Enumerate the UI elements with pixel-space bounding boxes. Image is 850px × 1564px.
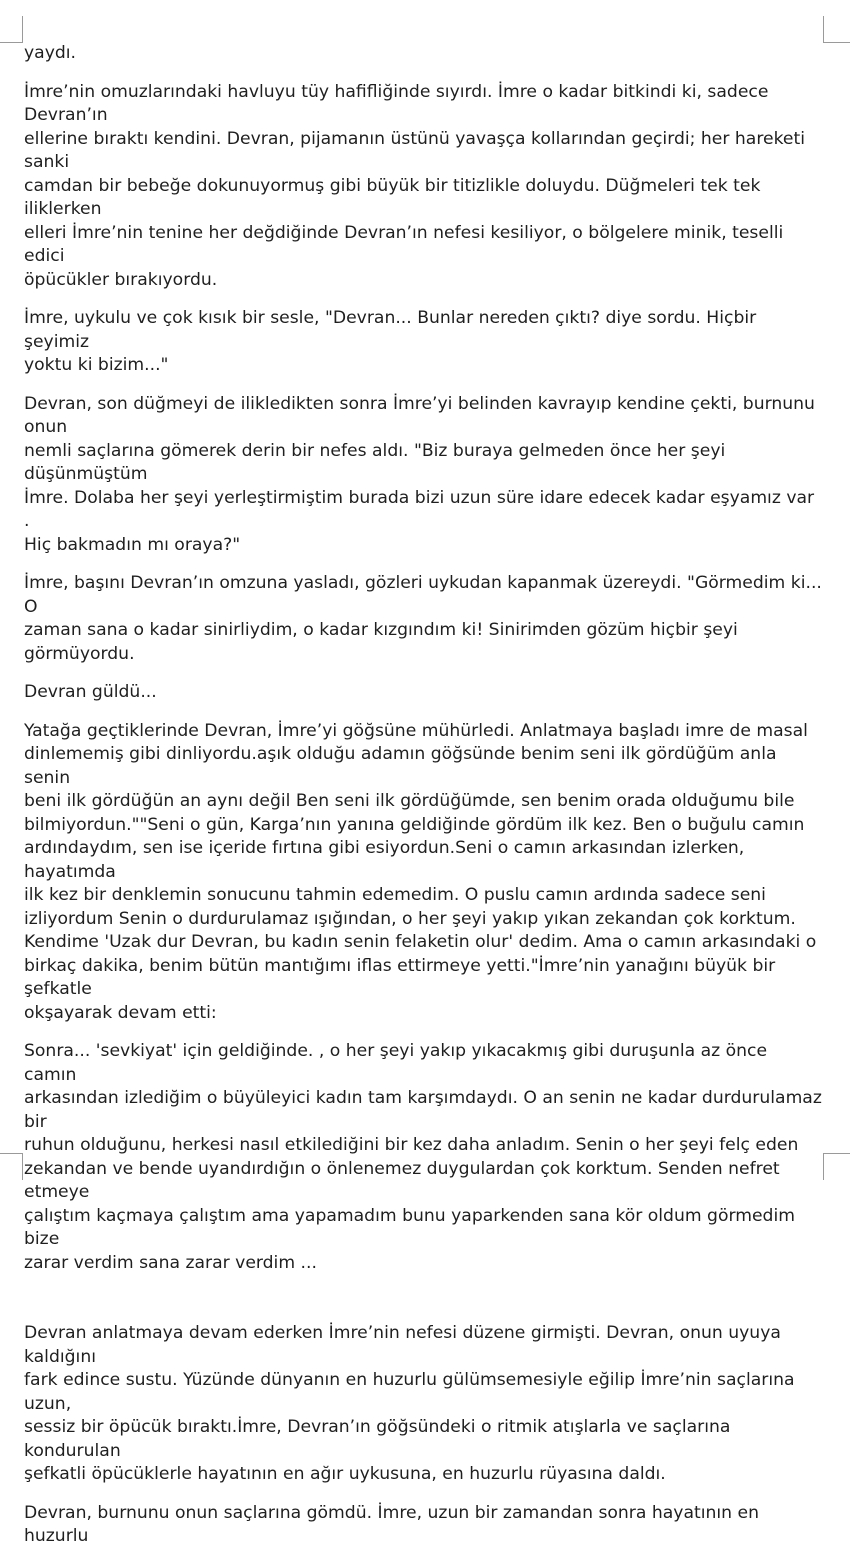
margin-corner-mark (0, 16, 23, 43)
paragraph: İmre’nin omuzlarındaki havluyu tüy hafifliğinde sıyırdı. İmre o kadar bitkindi ki, sadece Devran’ın ellerine bıraktı kendini. Devran, pijamanın üstünü yavaşça kollarından geçirdi; her hareketi sanki camdan bir bebeğe dokunuyormuş gibi büyük bir titizlikle doluydu. Düğmeleri tek tek iliklerken elleri İmre’nin tenine her değdiğinde Devran’ın nefesi kesiliyor, o bölgelere minik, teselli edici öpücükler bırakıyordu. (24, 81, 806, 290)
paragraph: Sonra... 'sevkiyat' için geldiğinde. , o her şeyi yakıp yıkacakmış gibi duruşunla az önce camın arkasından izlediğim o büyüleyici kadın tam karşımdaydı. O an senin ne kadar durdurulamaz bir ruhun olduğunu, herkesi nasıl etkilediğini bir kez daha anladım. Senin o her şeyi felç eden zekandan ve bende uyandırdığın o önlenemez duygulardan çok korktum. Senden nefret etmeye çalıştım kaçmaya çalıştım ama yapamadım bunu yaparkenden sana kör oldum görmedim bize zarar verdim sana zarar verdim ... (24, 1041, 822, 1273)
document-body[interactable] (24, 42, 824, 1564)
paragraph: Devran, son düğmeyi de ilikledikten sonra İmre’yi belinden kavrayıp kendine çekti, burnunu onun nemli saçlarına gömerek derin bir nefes aldı. "Biz buraya gelmeden önce her şeyi düşünmüştüm İmre. Dolaba her şeyi yerleştirmiştim burada bizi uzun süre idare edecek kadar eşyamız var . Hiç bakmadın mı oraya?" (24, 393, 815, 555)
margin-corner-mark (823, 16, 850, 43)
paragraph: İmre, uykulu ve çok kısık bir sesle, "Devran... Bunlar nereden çıktı? diye sordu. Hiçbir şeyimiz yoktu ki bizim..." (24, 308, 757, 375)
paragraph: Devran güldü... (24, 682, 157, 702)
paragraph: Devran anlatmaya devam ederken İmre’nin nefesi düzene girmişti. Devran, onun uyuya kaldığını fark edince sustu. Yüzünde dünyanın en huzurlu gülümsemesiyle eğilip İmre’nin saçlarına uzun, sessiz bir öpücük bıraktı.İmre, Devran’ın göğsündeki o ritmik atışlarla ve saçlarına kondurulan şefkatli öpücüklerle hayatının en ağır uykusuna, en huzurlu rüyasına daldı. (24, 1323, 795, 1484)
paragraph: Devran, burnunu onun saçlarına gömdü. İmre, uzun bir zamandan sonra hayatının en huzurlu (24, 1502, 760, 1546)
margin-corner-mark (823, 1153, 850, 1180)
paragraph: yaydı. (24, 43, 77, 63)
margin-corner-mark (0, 1153, 23, 1180)
paragraph: İmre, başını Devran’ın omzuna yasladı, gözleri uykudan kapanmak üzereydi. "Görmedim ki... O zaman sana o kadar sinirliydim, o kadar kızgındım ki! Sinirimden gözüm hiçbir şeyi görmüyordu. (24, 573, 822, 664)
paragraph: Yatağa geçtiklerinde Devran, İmre’yi göğsüne mühürledi. Anlatmaya başladı imre de masal dinlememiş gibi dinliyordu.aşık olduğu adamın göğsünde benim seni ilk gördüğüm anla senin beni ilk gördüğün an aynı değil Ben seni ilk gördüğümde, sen benim orada olduğumu bile bilmiyordun.""Seni o gün, Karga’nın yanına geldiğinde gördüm ilk kez. Ben o buğulu camın ardındaydım, sen ise içeride fırtına gibi esiyordun.Seni o camın arkasından izlerken, hayatımda ilk kez bir denklemin sonucunu tahmin edemedim. O puslu camın ardında sadece seni izliyordum Senin o durdurulamaz ışığından, o her şeyi yakıp yıkan zekandan çok korktum. Kendime 'Uzak dur Devran, bu kadın senin felaketin olur' dedim. Ama o camın arkasındaki o birkaç dakika, benim bütün mantığımı iflas ettirmeye yetti."İmre’nin yanağını büyük bir şefkatle okşayarak devam etti: (24, 720, 817, 1023)
